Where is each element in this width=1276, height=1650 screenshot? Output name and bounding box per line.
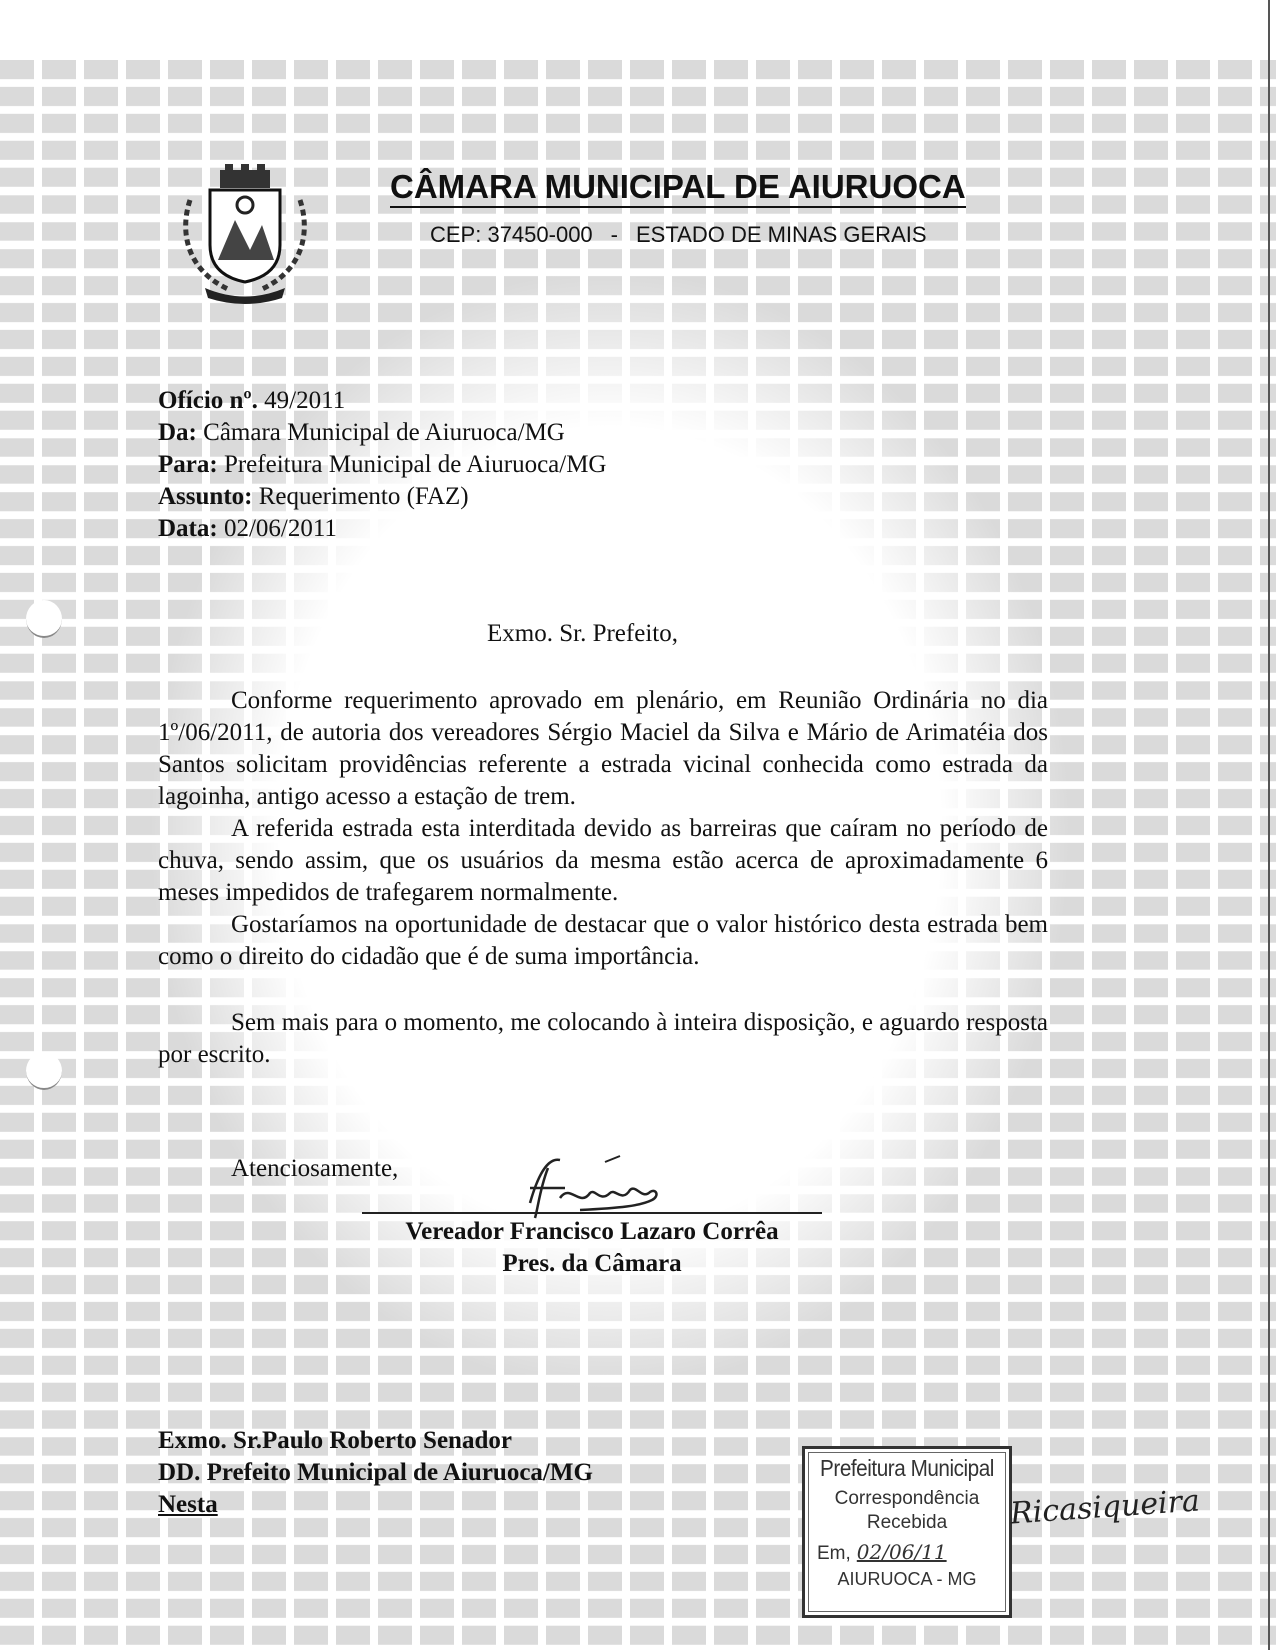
paragraph: Gostaríamos na oportunidade de destacar que o valor histórico desta estrada bem como o direito do cidadão que é de suma importância. [158, 911, 1048, 970]
punch-hole-bottom [26, 1052, 62, 1090]
oficio-line [158, 385, 607, 417]
stamp-em-label: Em, [817, 1543, 851, 1564]
oficio-label: Ofício nº. [158, 387, 258, 414]
signer-role: Pres. da Câmara [502, 1250, 682, 1277]
stamp-correspondencia: Correspondência [834, 1488, 980, 1509]
stamp-recebida: Recebida [866, 1512, 948, 1533]
letter-body [158, 685, 1048, 1071]
assunto-line [158, 481, 607, 513]
data-label: Data: [158, 515, 218, 542]
assunto-value: Requerimento (FAZ) [258, 483, 469, 510]
oficio-value: 49/2011 [264, 387, 346, 414]
stamp-date: 02/06/11 [856, 1540, 947, 1564]
state: ESTADO DE MINAS GERAIS [636, 222, 927, 247]
institution-title: CÂMARA MUNICIPAL DE AIURUOCA [390, 168, 966, 208]
para-label: Para: [158, 451, 218, 478]
addressee-title: DD. Prefeito Municipal de Aiuruoca/MG [158, 1459, 593, 1486]
data-line [158, 513, 607, 545]
paragraph: A referida estrada esta interditada devido as barreiras que caíram no período de chuva, sendo assim, que os usuários da mesma estão acerca de aproximadamente 6 meses impedidos de trafegarem normalmente. [158, 815, 1048, 906]
addressee-block [158, 1425, 593, 1521]
received-stamp [802, 1446, 1012, 1618]
punch-hole-top [26, 600, 62, 638]
handwritten-rubrica: Ricasiqueira [1009, 1483, 1201, 1532]
data-value: 02/06/2011 [223, 515, 337, 542]
stamp-city: AIURUOCA - MG [837, 1569, 977, 1589]
top-margin [0, 0, 1276, 60]
signer-name: Vereador Francisco Lazaro Corrêa [405, 1218, 779, 1245]
para-line [158, 449, 607, 481]
addressee-nesta: Nesta [158, 1491, 218, 1518]
para-value: Prefeitura Municipal de Aiuruoca/MG [223, 451, 607, 478]
assunto-label: Assunto: [158, 483, 253, 510]
da-label: Da: [158, 419, 197, 446]
institution-subtitle [430, 222, 927, 248]
paragraph: Sem mais para o momento, me colocando à inteira disposição, e aguardo resposta por escrito. [158, 1009, 1048, 1068]
paper-edge [1268, 0, 1270, 1650]
stamp-title: Prefeitura Municipal [820, 1455, 994, 1481]
municipal-crest-logo [170, 160, 320, 310]
cep: CEP: 37450-000 [430, 222, 593, 247]
paragraph: Conforme requerimento aprovado em plenário, em Reunião Ordinária no dia 1º/06/2011, de autoria dos vereadores Sérgio Maciel da Silva e Mário de Arimatéia dos Santos solicitam providências referente a estrada vicinal conhecida como estrada da lagoinha, antigo acesso a estação de trem. [158, 687, 1048, 810]
signature-line [362, 1212, 822, 1214]
da-value: Câmara Municipal de Aiuruoca/MG [203, 419, 565, 446]
salutation: Exmo. Sr. Prefeito, [487, 620, 678, 647]
separator: - [610, 222, 618, 247]
letter-meta [158, 385, 607, 545]
addressee-name: Exmo. Sr.Paulo Roberto Senador [158, 1427, 512, 1454]
closing: Atenciosamente, [231, 1155, 399, 1182]
stamp-date-line [805, 1540, 1009, 1565]
signer-block [372, 1216, 812, 1280]
da-line [158, 417, 607, 449]
